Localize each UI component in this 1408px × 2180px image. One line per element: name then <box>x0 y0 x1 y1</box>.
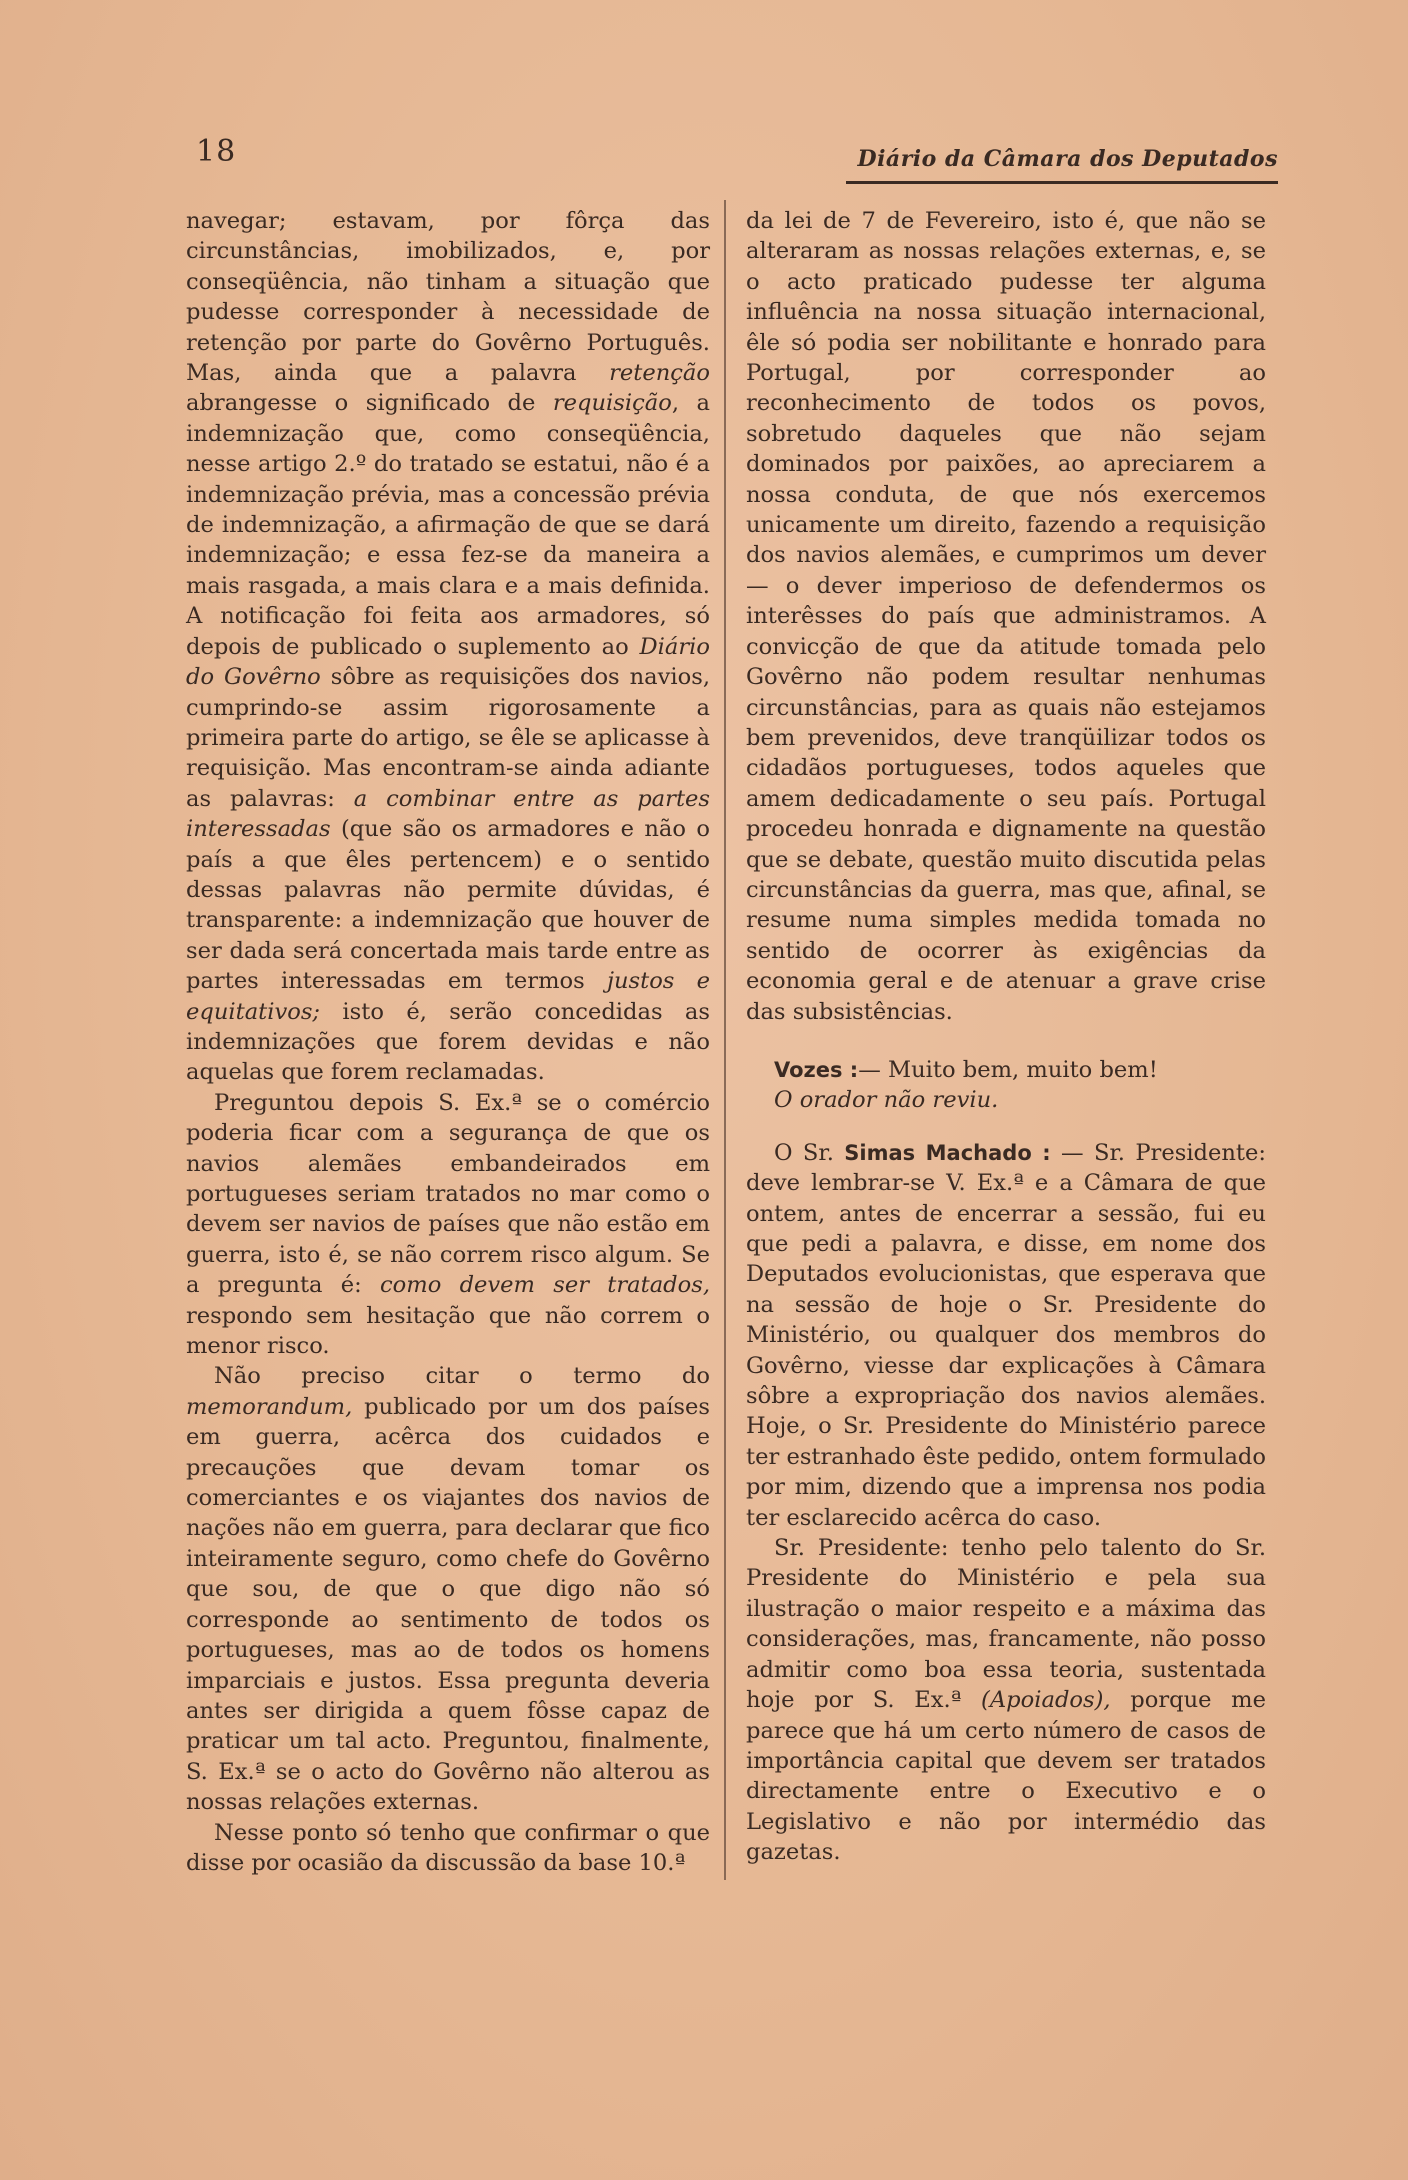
paragraph: Sr. Presidente: tenho pelo talento do Sr. Presidente do Ministério e pela sua ilustração o maior respeito e a máxima das considerações, mas, francamente, não posso admitir como boa essa teoria, sustentada hoje por S. Ex.ª (Apoiados), porque me parece que há um certo número de casos de importância capital que devem ser tratados directamente entre o Executivo e o Legislativo e não por intermédio das gazetas. <box>746 1535 1266 1866</box>
column-divider <box>724 200 726 1880</box>
left-column <box>186 206 710 1878</box>
running-title: Diário da Câmara dos Deputados <box>857 146 1278 172</box>
paragraph: Nesse ponto só tenho que confirmar o que disse por ocasião da discussão da base 10.ª <box>186 1819 710 1876</box>
right-column <box>746 206 1266 1868</box>
speech-simas-machado: O Sr. Simas Machado : — Sr. Presidente: deve lembrar-se V. Ex.ª e a Câmara de que ontem, antes de encerrar a sessão, fui eu que pedi a palavra, e disse, em nome dos Deputados evolucionistas, que esperava que na sessão de hoje o Sr. Presidente do Ministério, ou qualquer dos membros do Govêrno, viesse dar explicações à Câmara sôbre a expropriação dos navios alemães. Hoje, o Sr. Presidente do Ministério parece ter estranhado êste pedido, ontem formulado por mim, dizendo que a imprensa nos podia ter esclarecido acêrca do caso. <box>746 1139 1266 1531</box>
page-number: 18 <box>196 134 237 169</box>
header-rule <box>846 181 1278 184</box>
paragraph: Preguntou depois S. Ex.ª se o comércio poderia ficar com a segurança de que os navios alemães embandeirados em portugueses seriam tratados no mar como o devem ser navios de países que não estão em guerra, isto é, se não correm risco algum. Se a pregunta é: como devem ser tratados, respondo sem hesitação que não correm o menor risco. <box>186 1089 711 1360</box>
speech-voices: Vozes :— Muito bem, muito bem! <box>774 1056 1158 1083</box>
paragraph: da lei de 7 de Fevereiro, isto é, que não se alteraram as nossas relações externas, e, se o acto praticado pudesse ter alguma influência na nossa situação internacional, êle só podia ser nobilitante e honrado para Portugal, por corresponder ao reconhecimento de todos os povos, sobretudo daqueles que não sejam dominados por paixões, ao apreciarem a nossa conduta, de que nós exercemos unicamente um direito, fazendo a requisição dos navios alemães, e cumprimos um dever — o dever imperioso de defendermos os interêsses do país que administramos. A convicção de que da atitude tomada pelo Govêrno não podem resultar nenhumas circunstâncias, para as quais não estejamos bem prevenidos, deve tranqüilizar todos os cidadãos portugueses, todos aqueles que amem dedicadamente o seu país. Portugal procedeu honrada e dignamente na questão que se debate, questão muito discutida pelas circunstâncias da guerra, mas que, afinal, se resume numa simples medida tomada no sentido de ocorrer às exigências da economia geral e de atenuar a grave crise das subsistências. <box>746 208 1266 1025</box>
paragraph: Não preciso citar o termo do memorandum, publicado por um dos países em guerra, acêrca dos cuidados e precauções que devam tomar os comerciantes e os viajantes dos navios de nações não em guerra, para declarar que fico inteiramente seguro, como chefe do Govêrno que sou, de que o que digo não só corresponde ao sentimento de todos os portugueses, mas ao de todos os homens imparciais e justos. Essa pregunta deveria antes ser dirigida a quem fôsse capaz de praticar um tal acto. Preguntou, finalmente, S. Ex.ª se o acto do Govêrno não alterou as nossas relações externas. <box>186 1363 710 1816</box>
speaker-name: Vozes : <box>774 1057 859 1082</box>
speaker-name: Simas Machado : <box>844 1140 1051 1165</box>
editorial-note: O orador não reviu. <box>774 1087 999 1114</box>
paragraph: navegar; estavam, por fôrça das circunstâncias, imobilizados, e, por conseqüência, não tinham a situação que pudesse corresponder à necessidade de retenção por parte do Govêrno Português. Mas, ainda que a palavra retenção abrangesse o significado de requisição, a indemnização que, como conseqüência, nesse artigo 2.º do tratado se estatui, não é a indemnização prévia, mas a concessão prévia de indemnização, a afirmação de que se dará indemnização; e essa fez-se da maneira a mais rasgada, a mais clara e a mais definida. A notificação foi feita aos armadores, só depois de publicado o suplemento ao Diário do Govêrno sôbre as requisições dos navios, cumprindo-se assim rigorosamente a primeira parte do artigo, se êle se aplicasse à requisição. Mas encontram-se ainda adiante as palavras: a combinar entre as partes interessadas (que são os armadores e não o país a que êles pertencem) e o sentido dessas palavras não permite dúvidas, é transparente: a indemnização que houver de ser dada será concertada mais tarde entre as partes interessadas em termos justos e equitativos; isto é, serão concedidas as indemnizações que forem devidas e não aquelas que forem reclamadas. <box>186 208 710 1086</box>
